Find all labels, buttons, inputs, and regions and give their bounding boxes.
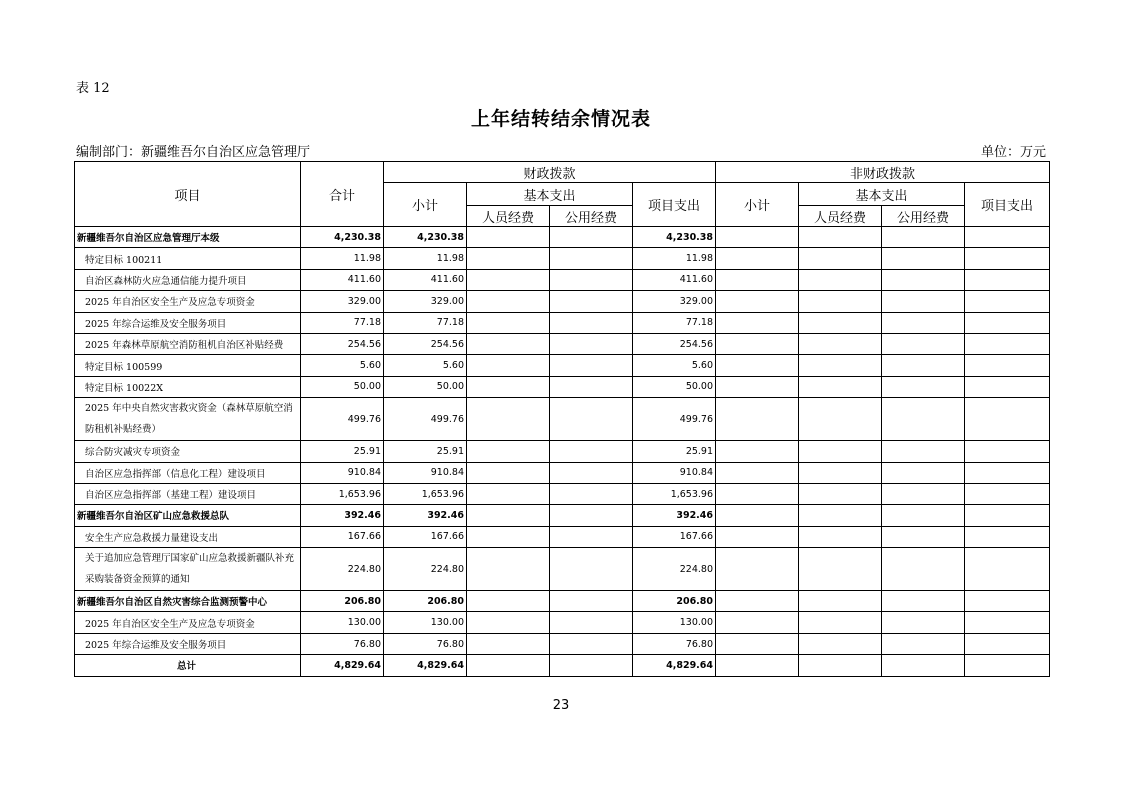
cell-nf-public (882, 227, 965, 248)
cell-total: 50.00 (301, 376, 384, 397)
header-fiscal-personnel: 人员经费 (467, 206, 550, 227)
cell-nf-subtotal (716, 376, 799, 397)
cell-total: 206.80 (301, 591, 384, 612)
cell-nf-subtotal (716, 355, 799, 376)
cell-nf-personnel (799, 462, 882, 483)
row-item-name: 综合防灾减灾专项资金 (75, 441, 301, 462)
row-item-name: 安全生产应急救援力量建设支出 (75, 526, 301, 547)
cell-nf-public (882, 548, 965, 591)
cell-personnel (467, 376, 550, 397)
cell-project: 50.00 (633, 376, 716, 397)
cell-total: 411.60 (301, 269, 384, 290)
cell-subtotal: 11.98 (384, 248, 467, 269)
cell-public (550, 376, 633, 397)
cell-project: 25.91 (633, 441, 716, 462)
cell-nf-public (882, 312, 965, 333)
page-title: 上年结转结余情况表 (470, 108, 651, 130)
cell-subtotal: 5.60 (384, 355, 467, 376)
row-item-name: 关于追加应急管理厅国家矿山应急救援新疆队补充采购装备资金预算的通知 (75, 548, 301, 591)
cell-personnel (467, 591, 550, 612)
cell-total: 224.80 (301, 548, 384, 591)
cell-personnel (467, 612, 550, 633)
table-row (75, 548, 1050, 591)
cell-total: 77.18 (301, 312, 384, 333)
cell-nf-personnel (799, 441, 882, 462)
cell-nf-subtotal (716, 398, 799, 441)
table-row (75, 591, 1050, 612)
table-row (75, 612, 1050, 633)
cell-nf-project (965, 376, 1050, 397)
cell-nf-subtotal (716, 248, 799, 269)
table-row (75, 505, 1050, 526)
cell-nf-project (965, 312, 1050, 333)
row-item-name: 自治区应急指挥部（信息化工程）建设项目 (75, 462, 301, 483)
cell-nf-subtotal (716, 633, 799, 654)
cell-total: 499.76 (301, 398, 384, 441)
cell-personnel (467, 269, 550, 290)
cell-nf-personnel (799, 633, 882, 654)
cell-public (550, 483, 633, 504)
cell-personnel (467, 526, 550, 547)
cell-personnel (467, 227, 550, 248)
row-item-name: 2025 年综合运维及安全服务项目 (75, 633, 301, 654)
cell-nf-subtotal (716, 526, 799, 547)
table-header (75, 162, 1050, 227)
cell-public (550, 355, 633, 376)
cell-nf-project (965, 291, 1050, 312)
cell-total: 254.56 (301, 333, 384, 354)
department-label: 编制部门：新疆维吾尔自治区应急管理厅 (76, 145, 311, 160)
row-item-name: 特定目标 100599 (75, 355, 301, 376)
cell-public (550, 633, 633, 654)
cell-total: 76.80 (301, 633, 384, 654)
table-row (75, 441, 1050, 462)
cell-nf-project (965, 355, 1050, 376)
cell-project: 130.00 (633, 612, 716, 633)
cell-project: 1,653.96 (633, 483, 716, 504)
cell-subtotal: 25.91 (384, 441, 467, 462)
header-nonfiscal-public: 公用经费 (882, 206, 965, 227)
cell-subtotal: 910.84 (384, 462, 467, 483)
cell-subtotal: 499.76 (384, 398, 467, 441)
cell-total: 4,230.38 (301, 227, 384, 248)
table-body (75, 227, 1050, 677)
cell-personnel (467, 355, 550, 376)
cell-project: 4,829.64 (633, 655, 716, 676)
cell-nf-project (965, 548, 1050, 591)
cell-public (550, 398, 633, 441)
cell-nf-personnel (799, 612, 882, 633)
cell-public (550, 655, 633, 676)
table-row (75, 655, 1050, 676)
cell-subtotal: 50.00 (384, 376, 467, 397)
cell-project: 5.60 (633, 355, 716, 376)
cell-nf-public (882, 376, 965, 397)
header-fiscal-basic: 基本支出 (467, 183, 633, 206)
cell-nf-subtotal (716, 655, 799, 676)
cell-nf-public (882, 655, 965, 676)
row-item-name: 2025 年自治区安全生产及应急专项资金 (75, 291, 301, 312)
cell-nf-subtotal (716, 333, 799, 354)
row-item-name: 总计 (75, 655, 301, 676)
cell-total: 1,653.96 (301, 483, 384, 504)
cell-project: 224.80 (633, 548, 716, 591)
cell-total: 392.46 (301, 505, 384, 526)
cell-nf-project (965, 227, 1050, 248)
cell-personnel (467, 633, 550, 654)
table-row (75, 227, 1050, 248)
cell-nf-project (965, 269, 1050, 290)
cell-nf-project (965, 248, 1050, 269)
cell-personnel (467, 483, 550, 504)
page-number: 23 (552, 698, 570, 713)
cell-nf-public (882, 633, 965, 654)
cell-public (550, 591, 633, 612)
cell-nf-project (965, 591, 1050, 612)
cell-nf-personnel (799, 312, 882, 333)
cell-nf-public (882, 269, 965, 290)
cell-nf-public (882, 526, 965, 547)
cell-project: 206.80 (633, 591, 716, 612)
row-item-name: 新疆维吾尔自治区应急管理厅本级 (75, 227, 301, 248)
table-row (75, 526, 1050, 547)
cell-personnel (467, 441, 550, 462)
cell-public (550, 548, 633, 591)
cell-nf-personnel (799, 398, 882, 441)
unit-label: 单位：万元 (980, 145, 1046, 160)
cell-nf-project (965, 483, 1050, 504)
table-row (75, 269, 1050, 290)
cell-total: 329.00 (301, 291, 384, 312)
cell-nf-personnel (799, 591, 882, 612)
header-fiscal-subtotal: 小计 (384, 183, 467, 227)
cell-subtotal: 206.80 (384, 591, 467, 612)
table-row (75, 355, 1050, 376)
cell-personnel (467, 398, 550, 441)
cell-project: 76.80 (633, 633, 716, 654)
row-item-name: 特定目标 10022X (75, 376, 301, 397)
cell-nf-personnel (799, 655, 882, 676)
cell-project: 4,230.38 (633, 227, 716, 248)
cell-public (550, 312, 633, 333)
cell-nf-personnel (799, 269, 882, 290)
cell-subtotal: 329.00 (384, 291, 467, 312)
cell-nf-public (882, 248, 965, 269)
cell-personnel (467, 548, 550, 591)
cell-nf-project (965, 526, 1050, 547)
cell-nf-subtotal (716, 312, 799, 333)
cell-total: 910.84 (301, 462, 384, 483)
cell-nf-subtotal (716, 548, 799, 591)
cell-project: 77.18 (633, 312, 716, 333)
row-item-name: 2025 年中央自然灾害救灾资金（森林草原航空消防租机补贴经费） (75, 398, 301, 441)
cell-personnel (467, 462, 550, 483)
cell-public (550, 269, 633, 290)
cell-nf-subtotal (716, 612, 799, 633)
cell-nf-personnel (799, 291, 882, 312)
cell-nf-personnel (799, 355, 882, 376)
cell-total: 4,829.64 (301, 655, 384, 676)
cell-nf-project (965, 612, 1050, 633)
cell-nf-personnel (799, 483, 882, 504)
cell-project: 392.46 (633, 505, 716, 526)
cell-subtotal: 224.80 (384, 548, 467, 591)
cell-project: 411.60 (633, 269, 716, 290)
cell-total: 5.60 (301, 355, 384, 376)
table-row (75, 291, 1050, 312)
table-row (75, 462, 1050, 483)
cell-project: 910.84 (633, 462, 716, 483)
row-item-name: 自治区应急指挥部（基建工程）建设项目 (75, 483, 301, 504)
cell-public (550, 291, 633, 312)
cell-nf-subtotal (716, 505, 799, 526)
cell-subtotal: 4,829.64 (384, 655, 467, 676)
cell-public (550, 333, 633, 354)
cell-nf-public (882, 591, 965, 612)
cell-personnel (467, 333, 550, 354)
cell-public (550, 462, 633, 483)
cell-nf-public (882, 355, 965, 376)
cell-nf-project (965, 441, 1050, 462)
header-fiscal-project: 项目支出 (633, 183, 716, 227)
cell-nf-subtotal (716, 269, 799, 290)
cell-public (550, 526, 633, 547)
row-item-name: 2025 年综合运维及安全服务项目 (75, 312, 301, 333)
cell-nf-public (882, 333, 965, 354)
cell-project: 254.56 (633, 333, 716, 354)
cell-subtotal: 76.80 (384, 633, 467, 654)
table-row (75, 398, 1050, 441)
cell-nf-public (882, 505, 965, 526)
row-item-name: 特定目标 100211 (75, 248, 301, 269)
table-row (75, 633, 1050, 654)
header-non-fiscal: 非财政拨款 (716, 162, 1050, 183)
cell-personnel (467, 655, 550, 676)
cell-nf-project (965, 633, 1050, 654)
cell-nf-public (882, 398, 965, 441)
header-fiscal-public: 公用经费 (550, 206, 633, 227)
cell-public (550, 248, 633, 269)
cell-personnel (467, 291, 550, 312)
cell-public (550, 227, 633, 248)
carryover-balance-table (74, 161, 1050, 677)
cell-total: 25.91 (301, 441, 384, 462)
cell-project: 499.76 (633, 398, 716, 441)
cell-subtotal: 130.00 (384, 612, 467, 633)
cell-nf-subtotal (716, 483, 799, 504)
row-item-name: 2025 年森林草原航空消防租机自治区补贴经费 (75, 333, 301, 354)
cell-nf-personnel (799, 526, 882, 547)
cell-subtotal: 254.56 (384, 333, 467, 354)
cell-nf-subtotal (716, 462, 799, 483)
cell-nf-project (965, 398, 1050, 441)
cell-subtotal: 4,230.38 (384, 227, 467, 248)
table-row (75, 333, 1050, 354)
cell-nf-public (882, 441, 965, 462)
header-item: 项目 (75, 162, 301, 227)
cell-nf-project (965, 333, 1050, 354)
cell-nf-personnel (799, 227, 882, 248)
cell-nf-project (965, 655, 1050, 676)
cell-nf-personnel (799, 505, 882, 526)
cell-nf-public (882, 291, 965, 312)
cell-project: 167.66 (633, 526, 716, 547)
cell-subtotal: 411.60 (384, 269, 467, 290)
row-item-name: 自治区森林防火应急通信能力提升项目 (75, 269, 301, 290)
cell-project: 11.98 (633, 248, 716, 269)
header-nonfiscal-project: 项目支出 (965, 183, 1050, 227)
cell-nf-personnel (799, 548, 882, 591)
cell-total: 167.66 (301, 526, 384, 547)
header-nonfiscal-subtotal: 小计 (716, 183, 799, 227)
cell-nf-public (882, 483, 965, 504)
header-fiscal: 财政拨款 (384, 162, 716, 183)
cell-public (550, 505, 633, 526)
cell-subtotal: 1,653.96 (384, 483, 467, 504)
cell-nf-subtotal (716, 291, 799, 312)
row-item-name: 2025 年自治区安全生产及应急专项资金 (75, 612, 301, 633)
table-row (75, 248, 1050, 269)
cell-nf-project (965, 505, 1050, 526)
row-item-name: 新疆维吾尔自治区自然灾害综合监测预警中心 (75, 591, 301, 612)
header-nonfiscal-basic: 基本支出 (799, 183, 965, 206)
cell-nf-public (882, 462, 965, 483)
table-row (75, 483, 1050, 504)
row-item-name: 新疆维吾尔自治区矿山应急救援总队 (75, 505, 301, 526)
cell-nf-personnel (799, 333, 882, 354)
header-nonfiscal-personnel: 人员经费 (799, 206, 882, 227)
cell-personnel (467, 312, 550, 333)
cell-public (550, 612, 633, 633)
cell-total: 130.00 (301, 612, 384, 633)
cell-personnel (467, 248, 550, 269)
cell-subtotal: 392.46 (384, 505, 467, 526)
cell-personnel (467, 505, 550, 526)
cell-nf-subtotal (716, 441, 799, 462)
cell-nf-project (965, 462, 1050, 483)
cell-nf-subtotal (716, 591, 799, 612)
table-row (75, 312, 1050, 333)
header-total: 合计 (301, 162, 384, 227)
table-number: 表 12 (76, 81, 110, 96)
cell-nf-public (882, 612, 965, 633)
cell-project: 329.00 (633, 291, 716, 312)
cell-subtotal: 77.18 (384, 312, 467, 333)
cell-subtotal: 167.66 (384, 526, 467, 547)
cell-total: 11.98 (301, 248, 384, 269)
cell-public (550, 441, 633, 462)
table-row (75, 376, 1050, 397)
cell-nf-subtotal (716, 227, 799, 248)
cell-nf-personnel (799, 248, 882, 269)
cell-nf-personnel (799, 376, 882, 397)
